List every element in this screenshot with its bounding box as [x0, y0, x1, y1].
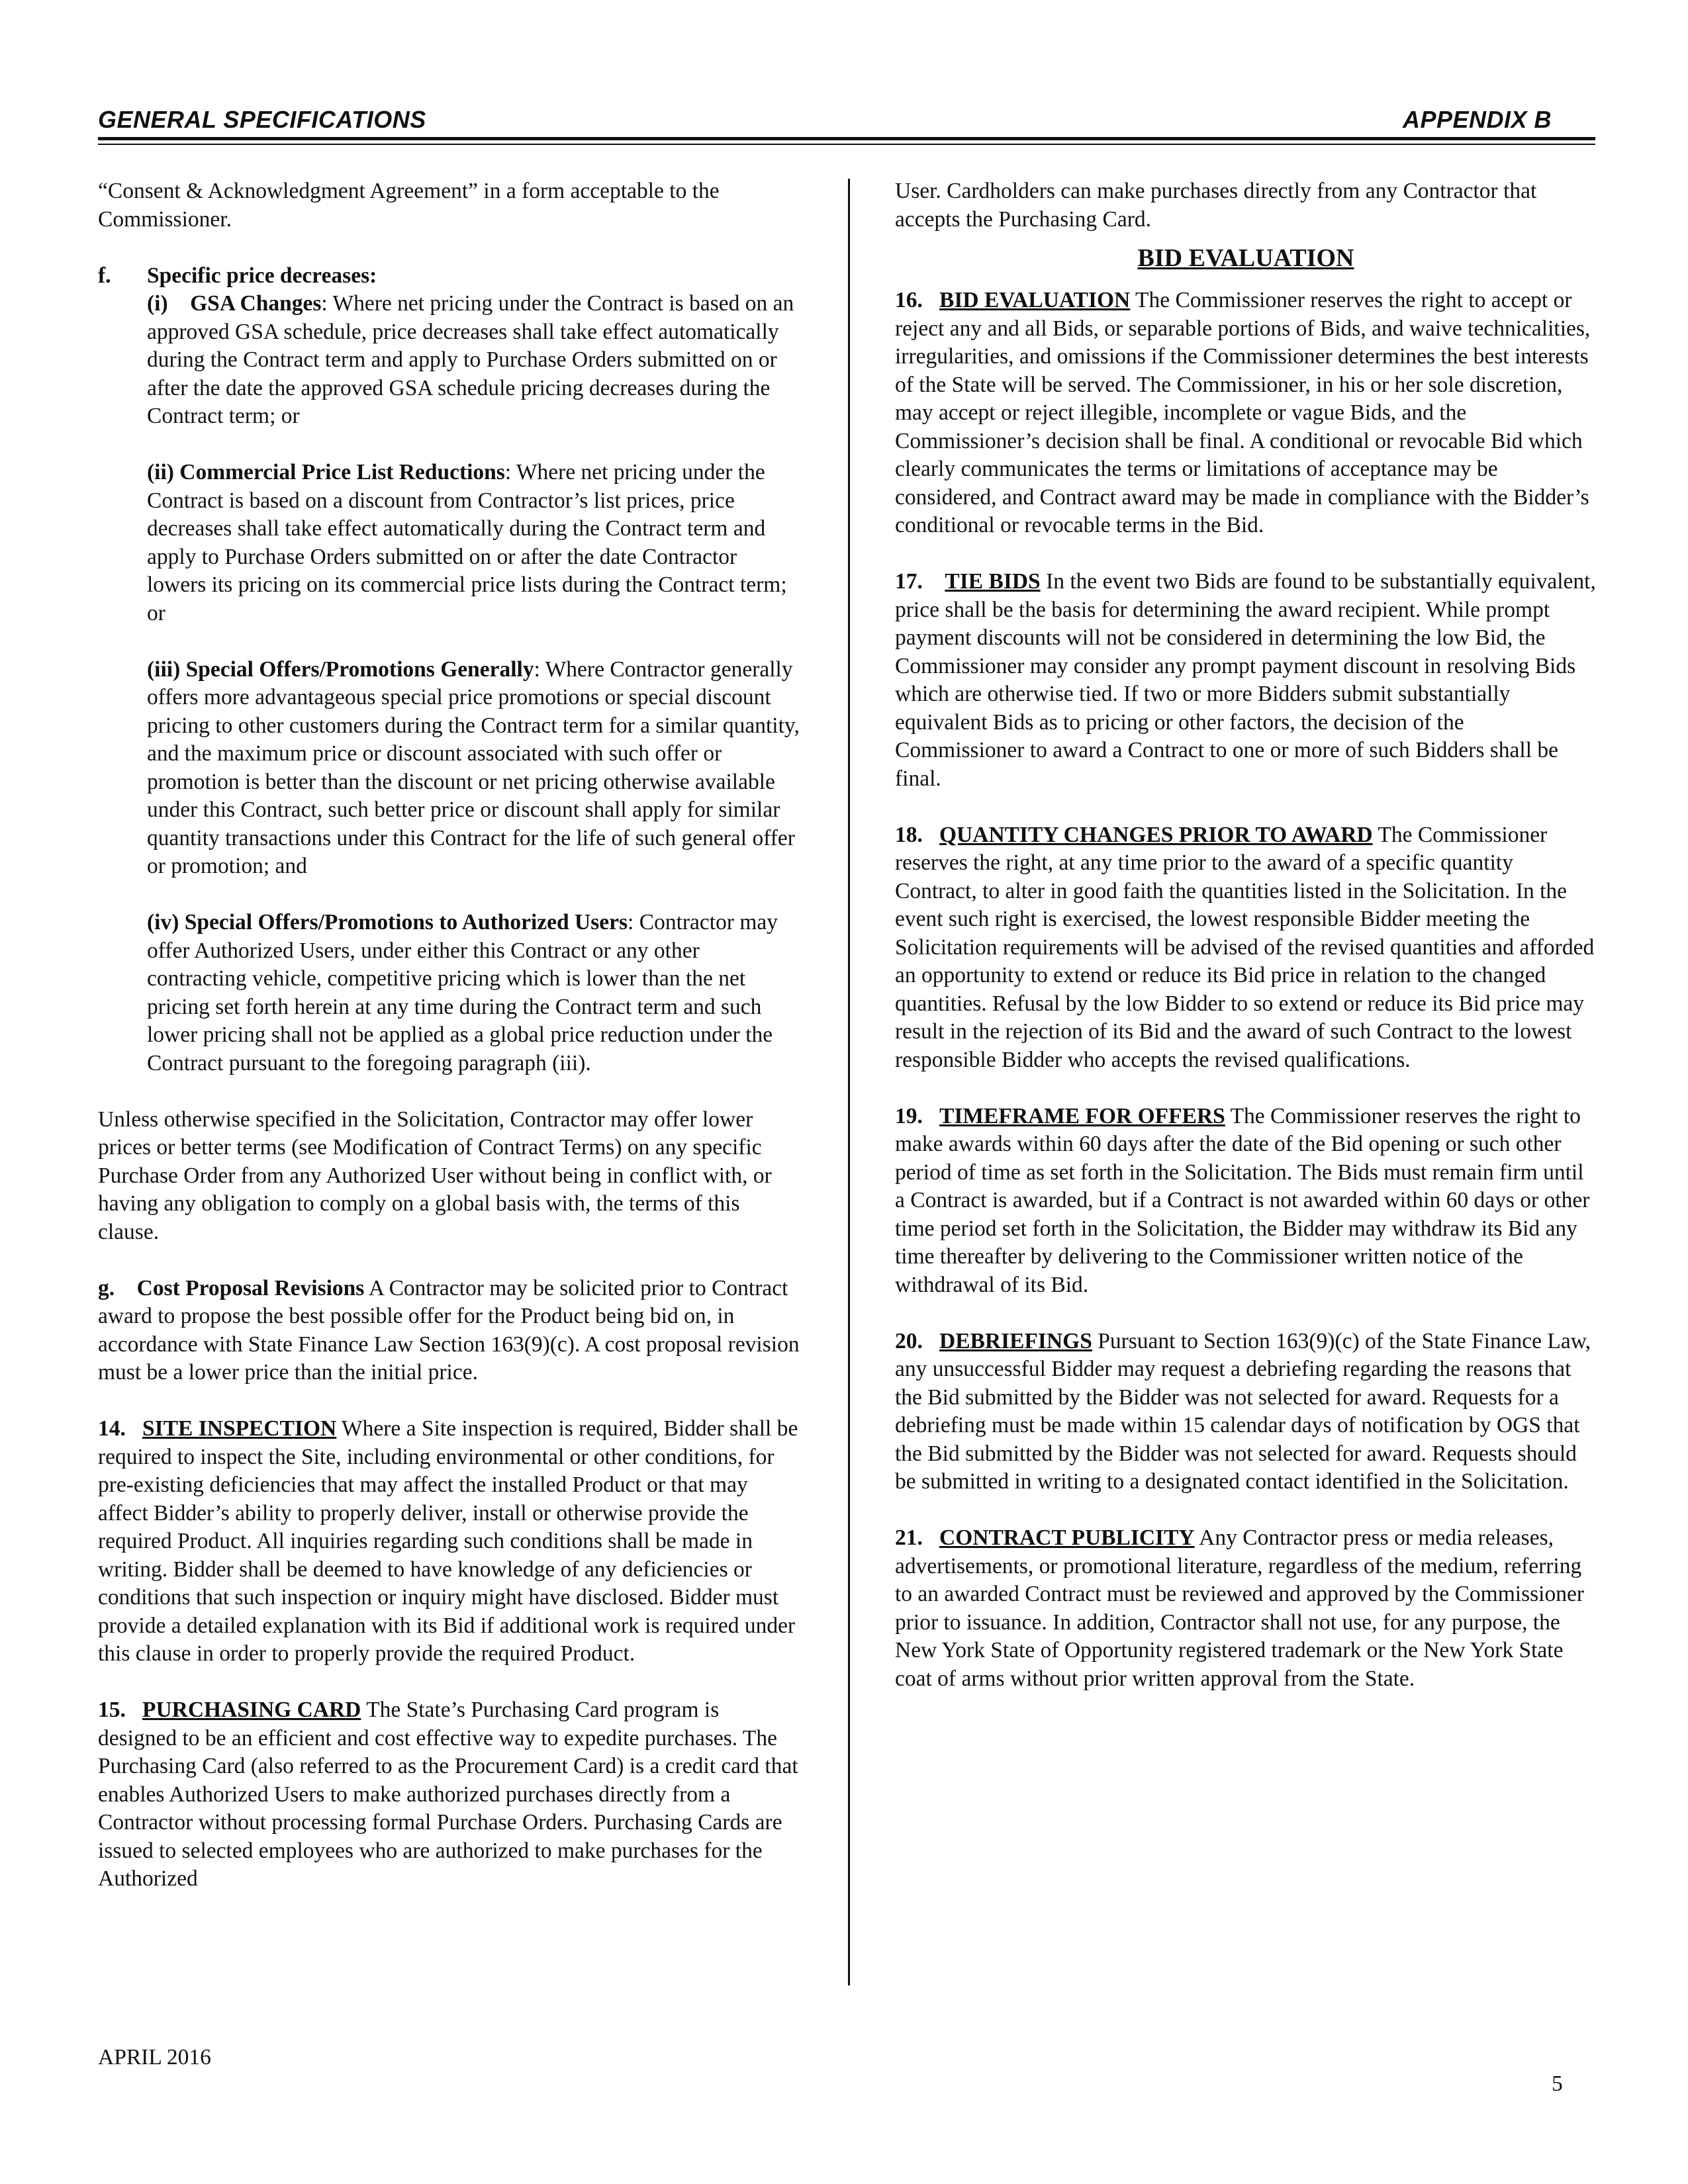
clause-g-label: g. — [98, 1275, 115, 1300]
section-21-number: 21. — [895, 1525, 923, 1550]
section-14-text: Where a Site inspection is required, Bidder shall be required to inspect the Site, including environmental or other conditions, for pre-existing deficiencies that may affect the installed Product or that may affect Bidder’s ability to properly deliver, install or otherwise provide the required Product. All inquiries regarding such conditions shall be made in writing. Bidder shall be deemed to have knowledge of any deficiencies or conditions that such inspection or inquiry might have disclosed. Bidder must provide a detailed explanation with its Bid if additional work is required under this clause in order to properly provide the required Product. — [98, 1416, 798, 1666]
section-20 — [895, 1328, 1597, 1496]
section-19-text: The Commissioner reserves the right to make awards within 60 days after the date of the Bid opening or such other period of time as set forth in the Solicitation. The Bids must remain firm until a Contract is awarded, but if a Contract is not awarded within 60 days or other time period set forth in the Solicitation, the Bidder may withdraw its Bid any time thereafter by delivering to the Commissioner written notice of the withdrawal of its Bid. — [895, 1103, 1590, 1297]
section-21-title: CONTRACT PUBLICITY — [939, 1525, 1195, 1550]
section-19-title: TIMEFRAME FOR OFFERS — [939, 1103, 1225, 1128]
header-appendix: APPENDIX B — [1402, 106, 1552, 133]
clause-f-ii-text: : Where net pricing under the Contract is based on a discount from Contractor’s list prices, price decreases shall take effect automatically during the Contract term and apply to Purchase Orders submitted on or after the date Contractor lowers its pricing on its commercial price lists during the Contract term; or — [147, 460, 787, 625]
clause-f-i-title: GSA Changes — [190, 291, 322, 316]
page-number: 5 — [1552, 2071, 1563, 2096]
section-19 — [895, 1103, 1597, 1300]
column-divider — [848, 179, 850, 1985]
section-20-title: DEBRIEFINGS — [939, 1328, 1092, 1353]
section-21-text: Any Contractor press or media releases, advertisements, or promotional literature, regardless of the medium, referring to an awarded Contract must be reviewed and approved by the Commissioner prior to issuance. In addition, Contractor shall not use, for any purpose, the New York State of Opportunity registered trademark or the New York State coat of arms without prior written approval from the State. — [895, 1525, 1585, 1691]
clause-g-text: A Contractor may be solicited prior to Contract award to propose the best possible offer for the Product being bid on, in accordance with State Finance Law Section 163(9)(c). A cost proposal revision must be a lower price than the initial price. — [98, 1275, 800, 1385]
section-18-text: The Commissioner reserves the right, at any time prior to the award of a specific quantity Contract, to alter in good faith the quantities listed in the Solicitation. In the event such right is exercised, the lowest responsible Bidder meeting the Solicitation requirements will be advised of the revised quantities and afforded an opportunity to extend or reduce its Bid price in relation to the changed quantities. Refusal by the low Bidder to so extend or reduce its Bid price may result in the rejection of its Bid and the award of such Contract to the lowest responsible Bidder who accepts the revised qualifications. — [895, 822, 1595, 1072]
clause-f-i-label: (i) — [147, 291, 168, 316]
continued-paragraph: User. Cardholders can make purchases directly from any Contractor that accepts the Purchasing Card. — [895, 179, 1537, 232]
section-14 — [98, 1415, 801, 1668]
section-17-title: TIE BIDS — [945, 569, 1041, 594]
section-14-number: 14. — [98, 1416, 126, 1441]
section-17 — [895, 568, 1597, 793]
footer-date: APRIL 2016 — [98, 2045, 211, 2070]
clause-f-iii-text: : Where Contractor generally offers more advantageous special price promotions or special discount pricing to other customers during the Contract term for a similar quantity, and the maximum price or discount associated with such offer or promotion is better than the discount or net pricing otherwise available under this Contract, such better price or discount shall apply for similar quantity transactions under this Contract for the life of such general offer or promotion; and — [147, 657, 800, 878]
clause-g-title: Cost Proposal Revisions — [136, 1275, 365, 1300]
clause-f-iii-title: (iii) Special Offers/Promotions Generally — [147, 657, 534, 682]
section-18-title: QUANTITY CHANGES PRIOR TO AWARD — [939, 822, 1373, 847]
intro-paragraph: “Consent & Acknowledgment Agreement” in a form acceptable to the Commissioner. — [98, 179, 720, 232]
clause-f-iv — [98, 909, 801, 1077]
clause-f-iv-title: (iv) Special Offers/Promotions to Authorized Users — [147, 910, 628, 934]
header-rule-thin — [98, 144, 1595, 145]
section-16-text: The Commissioner reserves the right to accept or reject any and all Bids, or separable portions of Bids, and waive technicalities, irregularities, and omissions if the Commissioner determines the best interests of the State will be served. The Commissioner, in his or her sole discretion, may accept or reject illegible, incomplete or vague Bids, and the Commissioner’s decision shall be final. A conditional or revocable Bid which clearly communicates the terms or limitations of acceptance may be considered, and Contract award may be made in compliance with the Bidder’s conditional or revocable terms in the Bid. — [895, 288, 1591, 537]
clause-g — [98, 1275, 801, 1387]
section-14-title: SITE INSPECTION — [142, 1416, 337, 1441]
clause-f-i — [98, 290, 801, 431]
section-16 — [895, 287, 1597, 540]
section-15-text: The State’s Purchasing Card program is designed to be an efficient and cost effective way to expedite purchases. The Purchasing Card (also referred to as the Procurement Card) is a credit card that enables Authorized Users to make authorized purchases directly from a Contractor without processing formal Purchase Orders. Purchasing Cards are issued to selected employees who are authorized to make purchases for the Authorized — [98, 1698, 798, 1891]
section-15-number: 15. — [98, 1698, 126, 1722]
section-15 — [98, 1696, 801, 1893]
section-15-title: PURCHASING CARD — [142, 1698, 361, 1722]
clause-f-iii — [98, 656, 801, 881]
header-title: GENERAL SPECIFICATIONS — [98, 106, 426, 133]
section-19-number: 19. — [895, 1103, 923, 1128]
clause-f-title: Specific price decreases: — [147, 263, 377, 288]
clause-f-i-text: : Where net pricing under the Contract is based on an approved GSA schedule, price decreases shall take effect automatically during the Contract term and apply to Purchase Orders submitted on or after the date the approved GSA schedule pricing decreases during the Contract term; or — [147, 291, 794, 428]
clause-f-label: f. — [98, 263, 111, 288]
section-17-text: In the event two Bids are found to be substantially equivalent, price shall be the basis for determining the award recipient. While prompt payment discounts will not be considered in determining the low Bid, the Commissioner may consider any prompt payment discount in resolving Bids which are otherwise tied. If two or more Bidders submit substantially equivalent Bids as to pricing or other factors, the decision of the Commissioner to award a Contract to one or more of such Bidders shall be final. — [895, 569, 1596, 791]
clause-f-iv-text: : Contractor may offer Authorized Users, under either this Contract or any other contracting vehicle, competitive pricing which is lower than the net pricing set forth herein at any time during the Contract term and such lower pricing shall not be applied as a global price reduction under the Contract pursuant to the foregoing paragraph (iii). — [147, 910, 778, 1075]
clause-f-ii — [98, 459, 801, 627]
section-17-number: 17. — [895, 569, 923, 594]
right-column — [895, 177, 1597, 1693]
section-18-number: 18. — [895, 822, 923, 847]
section-21 — [895, 1524, 1597, 1693]
clause-f-ii-title: (ii) Commercial Price List Reductions — [147, 460, 505, 484]
bid-evaluation-heading: BID EVALUATION — [1137, 244, 1354, 272]
section-18 — [895, 821, 1597, 1075]
left-column — [98, 177, 801, 1893]
section-16-title: BID EVALUATION — [939, 288, 1131, 312]
header-rule-thick — [98, 137, 1595, 140]
section-20-number: 20. — [895, 1328, 923, 1353]
clause-f-heading — [98, 262, 801, 291]
section-20-text: Pursuant to Section 163(9)(c) of the State Finance Law, any unsuccessful Bidder may request a debriefing regarding the reasons that the Bid submitted by the Bidder was not selected for award. Requests for a debriefing must be made within 15 calendar days of notification by OGS that the Bid submitted by the Bidder was not selected for award. Requests should be submitted in writing to a designated contact identified in the Solicitation. — [895, 1328, 1591, 1494]
unless-paragraph: Unless otherwise specified in the Solicitation, Contractor may offer lower prices or better terms (see Modification of Contract Terms) on any specific Purchase Order from any Authorized User without being in conflict with, or having any obligation to comply on a global basis with, the terms of this clause. — [98, 1107, 772, 1244]
section-16-number: 16. — [895, 288, 923, 312]
